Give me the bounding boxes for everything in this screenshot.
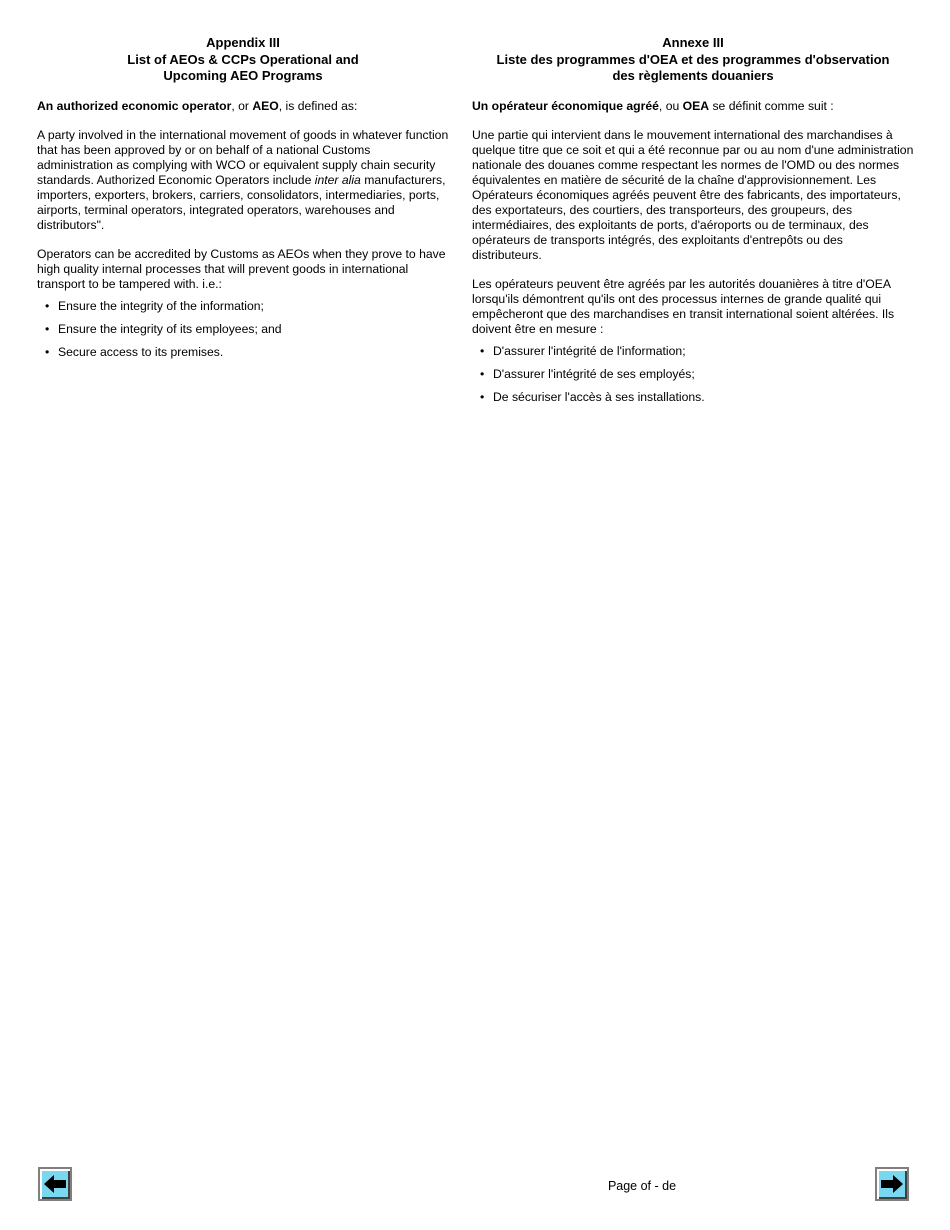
french-accreditation: Les opérateurs peuvent être agréés par les autorités douanières à titre d'OEA lorsqu'ils démontrent qu'ils ont des processus internes de grande qualité qui empêcheront que des marchandises en transit international soient altérées. Ils doivent être en mesure : [472, 276, 895, 336]
list-item: • De sécuriser l'accès à ses installations. [472, 390, 914, 405]
french-title-line-3: des règlements douaniers [612, 68, 774, 83]
english-intro-acronym: AEO [252, 98, 279, 113]
french-column [472, 35, 914, 413]
english-intro-term: An authorized economic operator [37, 98, 232, 113]
list-item: • Ensure the integrity of its employees; and [37, 322, 449, 337]
arrow-right-icon [877, 1169, 907, 1199]
english-bullet-list [37, 299, 449, 360]
french-intro: Un opérateur économique agréé, ou OEA se définit comme suit : [472, 98, 834, 113]
english-title [37, 35, 449, 85]
previous-page-button[interactable] [38, 1167, 72, 1201]
english-definition: A party involved in the international movement of goods in whatever function that has been approved by or on behalf of a national Customs administration as complying with WCO or equivalent supply chain security standards. Authorized Economic Operators include inter alia manufacturers, importers, exporters, brokers, carriers, consolidators, intermediaries, ports, airports, terminal operators, integrated operators, warehouses and distributors". [37, 127, 449, 232]
english-intro: An authorized economic operator, or AEO, is defined as: [37, 98, 358, 113]
list-item: • D'assurer l'intégrité de ses employés; [472, 367, 914, 382]
french-intro-acronym: OEA [682, 98, 710, 113]
page-number: Page of - de [607, 1179, 677, 1193]
french-definition: Une partie qui intervient dans le mouvement international des marchandises à quelque titre que ce soit et qui a été reconnue par ou au nom d'une administration nationale des douanes comme respectant les normes de l'OMD ou des normes équivalentes en matière de sécurité de la chaîne d'approvisionnement. Les Opérateurs économiques agréés peuvent être des fabricants, des importateurs, des exportateurs, des courtiers, des transporteurs, des groupeurs, des intermédiaires, des exploitants de ports, d'aéroports ou de terminaux, des opérateurs de transports intégrés, des exploitants d'entrepôts ou des distributeurs. [472, 127, 914, 262]
arrow-left-icon [40, 1169, 70, 1199]
french-bullet-list [472, 344, 914, 405]
list-item: • Ensure the integrity of the information; [37, 299, 449, 314]
english-definition-italic: inter alia [314, 172, 361, 187]
french-title-line-2: Liste des programmes d'OEA et des programmes d'observation [496, 51, 890, 67]
list-item: • Secure access to its premises. [37, 345, 449, 360]
french-title [472, 35, 914, 85]
list-item: • D'assurer l'intégrité de l'information; [472, 344, 914, 359]
english-title-line-3: Upcoming AEO Programs [163, 68, 323, 83]
french-title-line-1: Annexe III [662, 35, 724, 50]
english-accreditation: Operators can be accredited by Customs as AEOs when they prove to have high quality internal processes that will prevent goods in international transport to be tampered with. i.e.: [37, 246, 446, 291]
english-title-line-2: List of AEOs & CCPs Operational and [127, 51, 359, 67]
english-column [37, 35, 449, 368]
next-page-button[interactable] [875, 1167, 909, 1201]
english-title-line-1: Appendix III [206, 35, 280, 50]
french-intro-term: Un opérateur économique agréé [472, 98, 659, 113]
